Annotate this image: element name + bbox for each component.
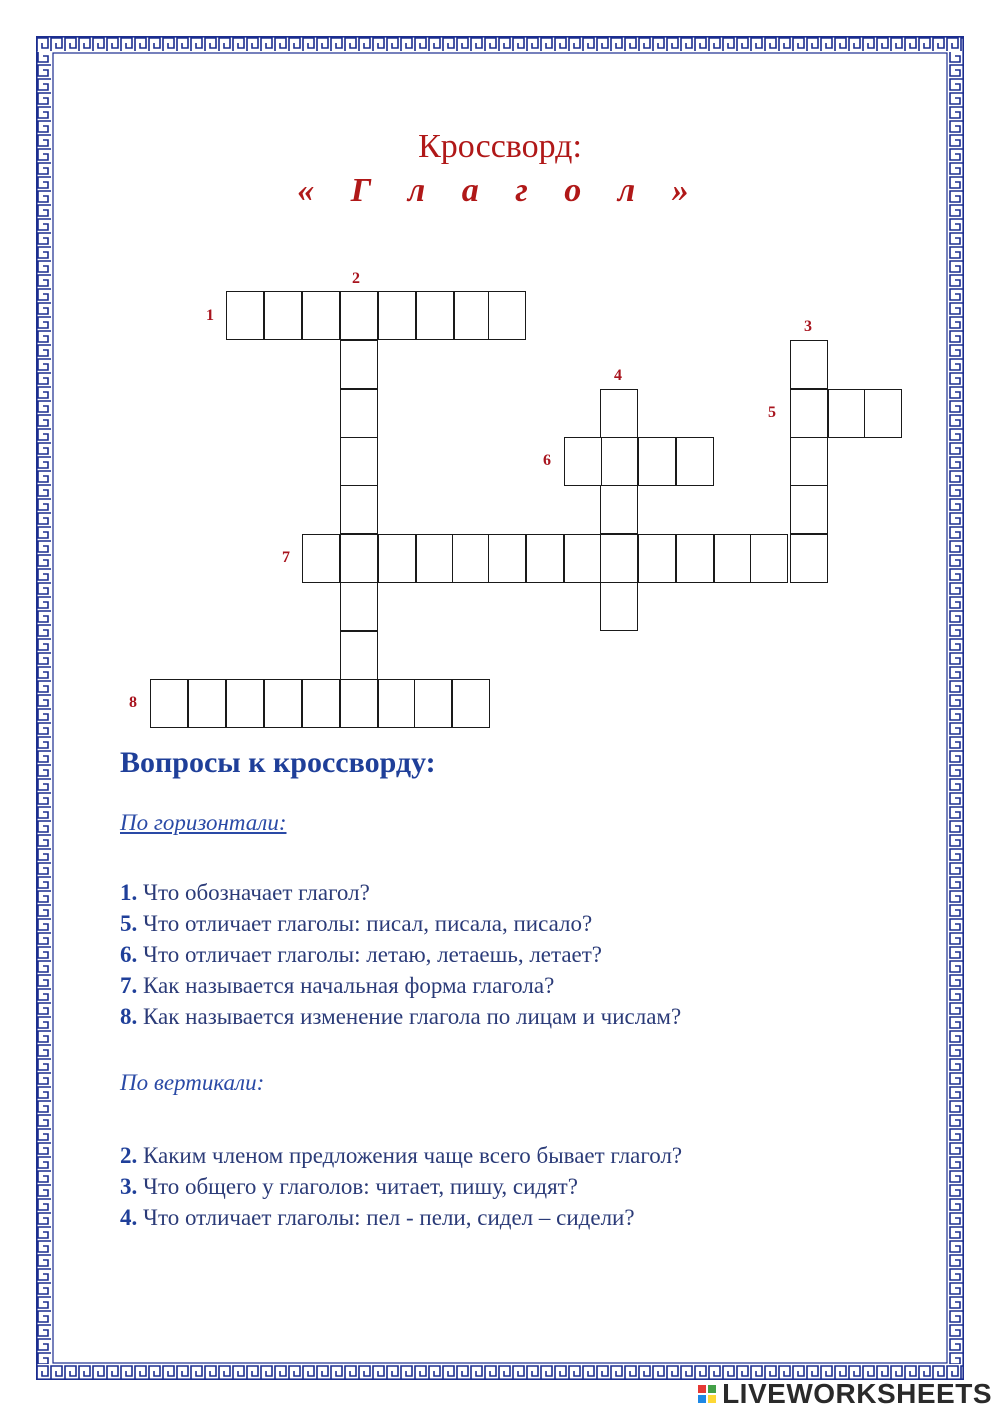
list-item [120,970,681,1001]
crossword-cell[interactable] [226,679,264,728]
crossword-cell[interactable] [416,534,454,583]
list-item [120,1202,682,1233]
list-item [120,1171,682,1202]
crossword-cell[interactable] [488,534,526,583]
logo-square [698,1385,706,1393]
liveworksheets-logo-icon [698,1385,716,1403]
crossword-cell[interactable] [378,291,416,340]
logo-square [698,1395,706,1403]
crossword-cell[interactable] [714,534,752,583]
list-item [120,877,681,908]
crossword-cell[interactable] [638,437,676,486]
crossword-cell[interactable] [564,437,602,486]
clue-text: Что общего у глаголов: читает, пишу, сидят? [143,1174,578,1199]
crossword-cell[interactable] [790,340,828,389]
clue-num: 2. [120,1143,138,1168]
clue-number-8: 8 [129,694,137,711]
crossword-cell[interactable] [454,291,492,340]
crossword-cell[interactable] [226,291,264,340]
crossword-cell[interactable] [864,389,902,438]
crossword-cell[interactable] [302,679,340,728]
page-title: Кроссворд: [418,128,582,165]
clue-text: Что отличает глаголы: писал, писала, писало? [143,911,593,936]
clue-number-4: 4 [614,367,622,384]
list-item [120,908,681,939]
crossword-cell[interactable] [564,534,602,583]
crossword-cell[interactable] [340,291,378,340]
crossword-cell[interactable] [600,582,638,631]
horizontal-clues [120,877,681,1032]
clue-text: Каким членом предложения чаще всего бывает глагол? [143,1143,683,1168]
crossword-cell[interactable] [340,631,378,680]
crossword-cell[interactable] [188,679,226,728]
clue-num: 1. [120,880,138,905]
vertical-heading: По вертикали: [120,1070,265,1095]
crossword-cell[interactable] [378,534,416,583]
clue-text: Как называется начальная форма глагола? [143,973,555,998]
crossword-cell[interactable] [600,437,638,486]
crossword-cell[interactable] [302,534,340,583]
crossword-cell[interactable] [676,437,714,486]
crossword-cell[interactable] [452,534,490,583]
crossword-cell[interactable] [600,485,638,534]
liveworksheets-footer [698,1379,992,1409]
clue-text: Что отличает глаголы: пел - пели, сидел – сидели? [143,1205,635,1230]
clue-num: 3. [120,1174,138,1199]
clue-number-2: 2 [352,270,360,287]
clue-number-7: 7 [282,549,290,566]
vertical-clues [120,1140,682,1233]
crossword-cell[interactable] [414,679,452,728]
crossword-cell[interactable] [340,485,378,534]
crossword-cell[interactable] [676,534,714,583]
clue-num: 8. [120,1004,138,1029]
clue-num: 5. [120,911,138,936]
clue-num: 6. [120,942,138,967]
clue-text: Что обозначает глагол? [143,880,370,905]
crossword-cell[interactable] [264,679,302,728]
crossword-cell[interactable] [750,534,788,583]
list-item [120,1001,681,1032]
crossword-cell[interactable] [340,679,378,728]
crossword-cell[interactable] [600,389,638,438]
crossword-cell[interactable] [488,291,526,340]
crossword-cell[interactable] [340,534,378,583]
logo-square [708,1395,716,1403]
crossword-cell[interactable] [416,291,454,340]
crossword-cell[interactable] [638,534,676,583]
horizontal-heading: По горизонтали: [120,810,287,835]
clue-number-1: 1 [206,307,214,324]
crossword-cell[interactable] [340,437,378,486]
crossword-cell[interactable] [378,679,416,728]
crossword-cell[interactable] [790,389,828,438]
crossword-cell[interactable] [302,291,340,340]
clue-num: 7. [120,973,138,998]
clue-number-6: 6 [543,452,551,469]
clue-num: 4. [120,1205,138,1230]
crossword-cell[interactable] [264,291,302,340]
crossword-cell[interactable] [340,582,378,631]
crossword-cell[interactable] [790,485,828,534]
crossword-cell[interactable] [452,679,490,728]
crossword-cell[interactable] [790,437,828,486]
questions-heading: Вопросы к кроссворду: [120,746,436,779]
crossword-topic: « Г л а г о л » [297,172,703,209]
crossword-cell[interactable] [340,389,378,438]
crossword-cell[interactable] [828,389,866,438]
logo-square [708,1385,716,1393]
crossword-cell[interactable] [526,534,564,583]
clue-number-5: 5 [768,404,776,421]
crossword-cell[interactable] [790,534,828,583]
brand-name: LIVEWORKSHEETS [722,1378,992,1409]
crossword-cell[interactable] [340,340,378,389]
list-item [120,939,681,970]
clue-number-3: 3 [804,318,812,335]
list-item [120,1140,682,1171]
crossword-cell[interactable] [600,534,638,583]
crossword-cell[interactable] [150,679,188,728]
clue-text: Как называется изменение глагола по лицам и числам? [143,1004,682,1029]
clue-text: Что отличает глаголы: летаю, летаешь, летает? [143,942,603,967]
